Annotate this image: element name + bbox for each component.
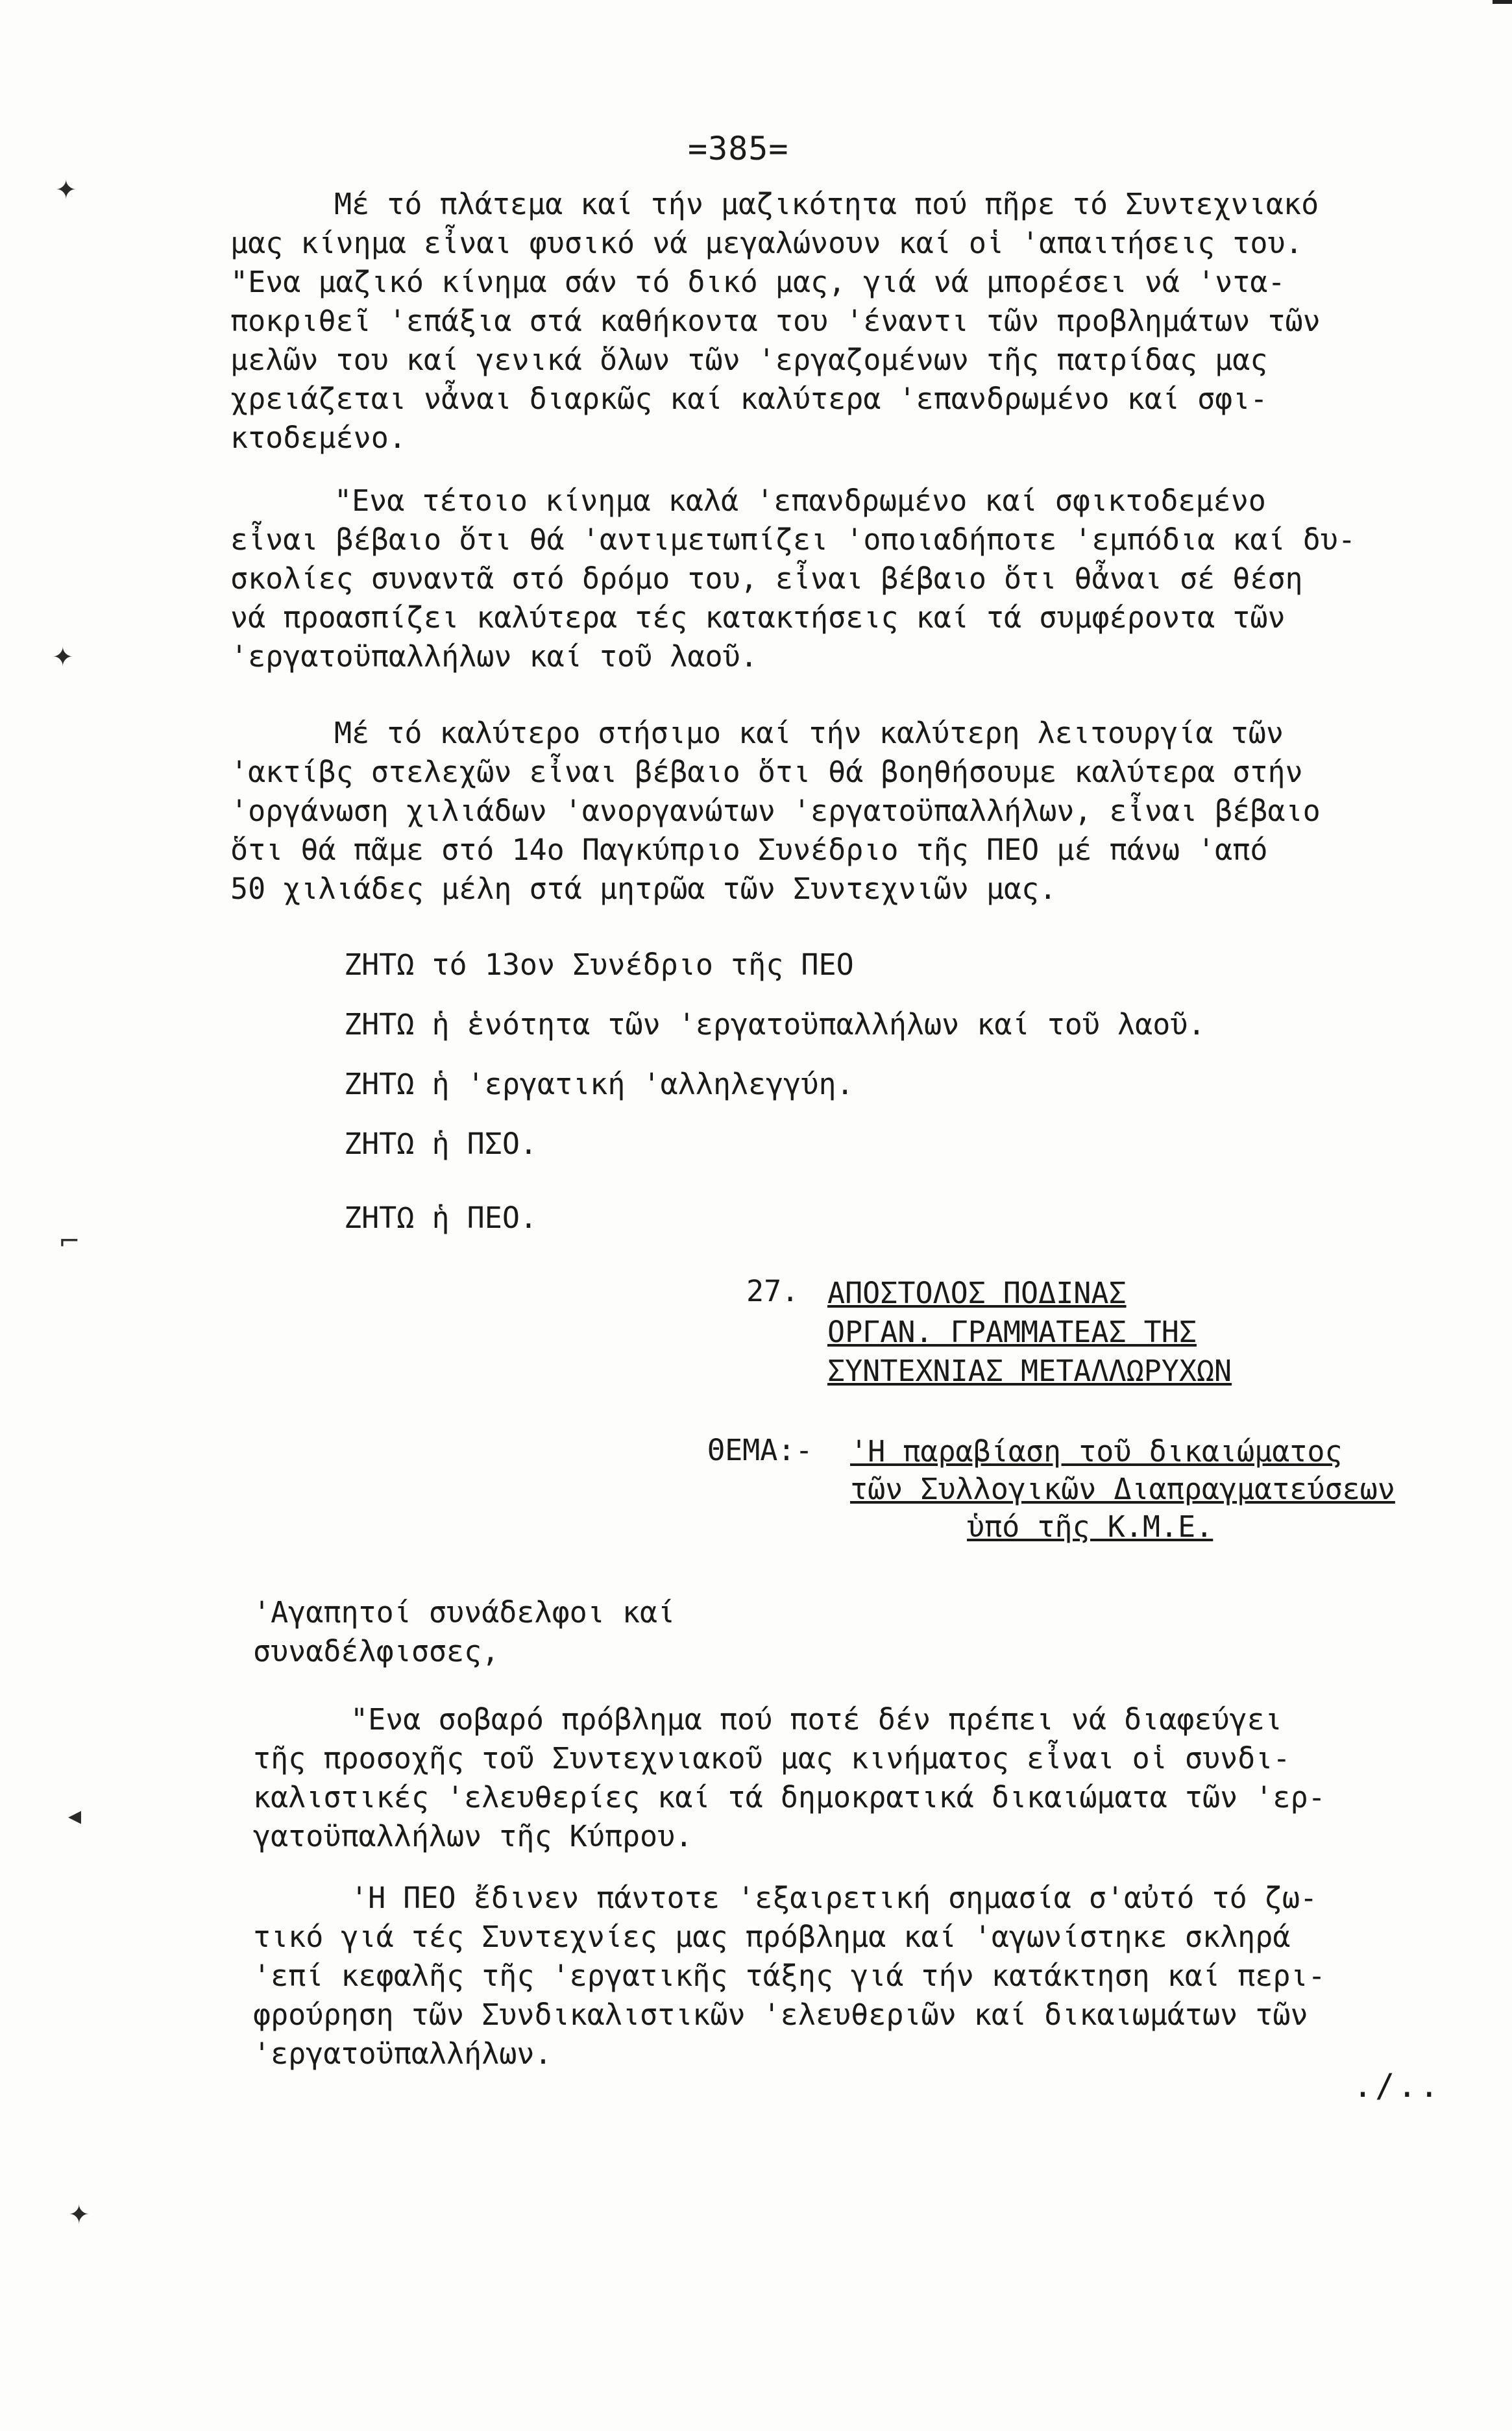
paragraph: [253, 1879, 1326, 2073]
text-line: τικό γιά τές Συντεχνίες μας πρόβλημα καί 'αγωνίστηκε σκληρά: [253, 1920, 1291, 1954]
slogan: ΖΗΤΩ ἡ ἑνότητα τῶν 'εργατοϋπαλλήλων καί τοῦ λαοῦ.: [344, 1007, 1206, 1042]
text-line: 50 χιλιάδες μέλη στά μητρῶα τῶν Συντεχνιῶν μας.: [230, 872, 1057, 906]
item-number: 27.: [746, 1274, 799, 1308]
text-line: καλιστικές 'ελευθερίες καί τά δημοκρατικά δικαιώματα τῶν 'ερ-: [253, 1780, 1326, 1814]
slogan: ΖΗΤΩ ἡ 'εργατική 'αλληλεγγύη.: [344, 1067, 854, 1101]
text-line: γατοϋπαλλήλων τῆς Κύπρου.: [253, 1819, 693, 1853]
text-line: 'εργατοϋπαλλήλων.: [253, 2036, 552, 2071]
paragraph: [253, 1700, 1326, 1856]
text-line: τῆς προσοχῆς τοῦ Συντεχνιακοῦ μας κινήματος εἶναι οἱ συνδι-: [253, 1741, 1291, 1776]
text-line: 'Η ΠΕΟ ἔδινεν πάντοτε 'εξαιρετική σημασία σ'αὐτό τό ζω-: [350, 1881, 1318, 1915]
greeting: [253, 1593, 675, 1671]
margin-punch-mark: ✦: [55, 175, 77, 205]
theme-title: [844, 1433, 1473, 1546]
theme-label: ΘΕΜΑ:-: [707, 1433, 813, 1467]
author-line: ΣΥΝΤΕΧΝΙΑΣ ΜΕΤΑΛΛΩΡΥΧΩΝ: [827, 1354, 1232, 1388]
page-number: =385=: [688, 130, 789, 167]
text-line: Μέ τό καλύτερο στήσιμο καί τήν καλύτερη λειτουργία τῶν: [334, 716, 1284, 750]
text-line: ὅτι θά πᾶμε στό 14ο Παγκύπριο Συνέδριο τῆς ΠΕΟ μέ πάνω 'από: [230, 833, 1268, 867]
theme-line: ὑπό τῆς Κ.Μ.Ε.: [967, 1509, 1213, 1544]
text-line: νά προασπίζει καλύτερα τές κατακτήσεις καί τά συμφέροντα τῶν: [230, 600, 1286, 635]
text-line: "Ενα τέτοιο κίνημα καλά 'επανδρωμένο καί σφικτοδεμένο: [334, 483, 1266, 518]
margin-punch-mark: ✦: [52, 642, 74, 672]
text-line: μας κίνημα εἶναι φυσικό νά μεγαλώνουν καί οἱ 'απαιτήσεις του.: [230, 226, 1303, 260]
text-line: Μέ τό πλάτεμα καί τήν μαζικότητα πού πῆρε τό Συντεχνιακό: [334, 187, 1319, 221]
paragraph: [230, 185, 1321, 458]
text-line: ποκριθεῖ 'επάξια στά καθήκοντα του 'έναντι τῶν προβλημάτων τῶν: [230, 304, 1321, 338]
greeting-line: συναδέλφισσες,: [253, 1634, 500, 1668]
author-line: ΑΠΟΣΤΟΛΟΣ ΠΟΔΙΝΑΣ: [827, 1276, 1127, 1310]
continuation-mark: ./..: [1353, 2067, 1442, 2105]
slogan: ΖΗΤΩ ἡ ΠΕΟ.: [344, 1201, 538, 1235]
author-block: [827, 1274, 1232, 1391]
text-line: μελῶν του καί γενικά ὅλων τῶν 'εργαζομένων τῆς πατρίδας μας: [230, 343, 1268, 377]
text-line: σκολίες συναντᾶ στό δρόμο του, εἶναι βέβαιο ὅτι θἆναι σέ θέση: [230, 561, 1303, 596]
theme-line: τῶν Συλλογικῶν Διαπραγματεύσεων: [850, 1472, 1395, 1506]
slogan: ΖΗΤΩ τό 13ον Συνέδριο τῆς ΠΕΟ: [344, 947, 854, 982]
margin-punch-mark: ✦: [68, 2200, 90, 2230]
paragraph: [230, 714, 1321, 909]
text-line: 'εργατοϋπαλλήλων καί τοῦ λαοῦ.: [230, 639, 758, 674]
greeting-line: 'Αγαπητοί συνάδελφοι καί: [253, 1595, 676, 1630]
text-line: χρειάζεται νἆναι διαρκῶς καί καλύτερα 'επανδρωμένο καί σφι-: [230, 382, 1268, 416]
text-line: κτοδεμένο.: [230, 421, 406, 455]
text-line: εἶναι βέβαιο ὅτι θά 'αντιμετωπίζει 'οποιαδήποτε 'εμπόδια καί δυ-: [230, 522, 1356, 557]
theme-line: 'Η παραβίαση τοῦ δικαιώματος: [850, 1434, 1343, 1469]
margin-punch-mark: ⌐: [58, 1227, 80, 1256]
text-line: 'οργάνωση χιλιάδων 'ανοργανώτων 'εργατοϋπαλλήλων, εἶναι βέβαιο: [230, 794, 1321, 828]
text-line: φρούρηση τῶν Συνδικαλιστικῶν 'ελευθεριῶν καί δικαιωμάτων τῶν: [253, 1997, 1308, 2032]
author-line: ΟΡΓΑΝ. ΓΡΑΜΜΑΤΕΑΣ ΤΗΣ: [827, 1315, 1197, 1349]
paragraph: [230, 482, 1356, 676]
text-line: "Ενα μαζικό κίνημα σάν τό δικό μας, γιά νά μπορέσει νά 'ντα-: [230, 265, 1286, 299]
corner-scan-mark: [1493, 0, 1512, 4]
slogan: ΖΗΤΩ ἡ ΠΣΟ.: [344, 1127, 538, 1161]
text-line: "Ενα σοβαρό πρόβλημα πού ποτέ δέν πρέπει νά διαφεύγει: [350, 1702, 1282, 1737]
text-line: 'επί κεφαλῆς τῆς 'εργατικῆς τάξης γιά τήν κατάκτηση καί περι-: [253, 1959, 1326, 1993]
text-line: 'ακτίβς στελεχῶν εἶναι βέβαιο ὅτι θά βοηθήσουμε καλύτερα στήν: [230, 755, 1303, 789]
margin-punch-mark: ◂: [68, 1801, 82, 1831]
